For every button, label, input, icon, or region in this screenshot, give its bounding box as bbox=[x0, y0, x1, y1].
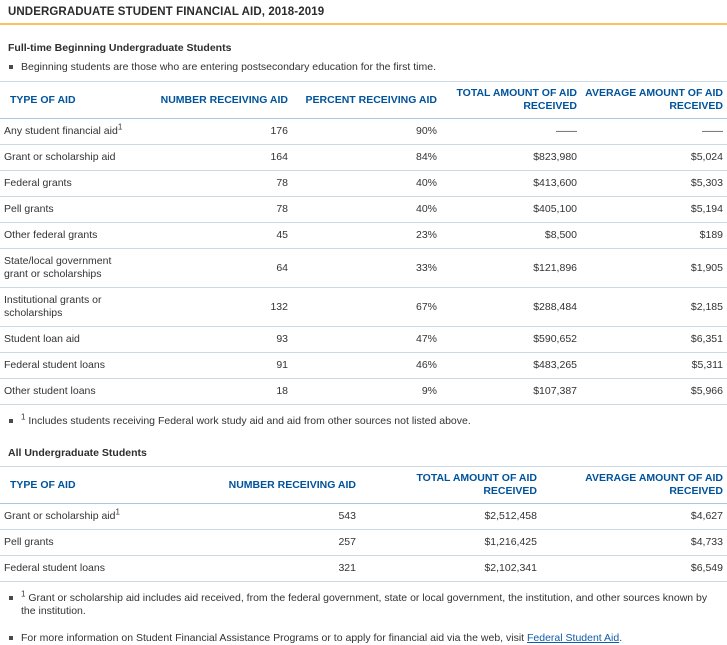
value-cell: $5,303 bbox=[581, 171, 727, 197]
beginning-students-aid-table bbox=[0, 81, 727, 405]
value-cell: 132 bbox=[140, 288, 292, 327]
type-of-aid-cell: Grant or scholarship aid$^1$ bbox=[0, 504, 210, 530]
value-cell: —— bbox=[441, 119, 581, 145]
type-of-aid-cell: Pell grants bbox=[0, 530, 210, 556]
value-cell: 40% bbox=[292, 197, 441, 223]
type-of-aid-cell: Grant or scholarship aid bbox=[0, 145, 140, 171]
value-cell: 67% bbox=[292, 288, 441, 327]
col-header-average-amount: AVERAGE AMOUNT OF AID RECEIVED bbox=[541, 467, 727, 504]
value-cell: $8,500 bbox=[441, 223, 581, 249]
type-of-aid-cell: Institutional grants or scholarships bbox=[0, 288, 140, 327]
value-cell: 91 bbox=[140, 353, 292, 379]
square-bullet-icon bbox=[9, 419, 13, 423]
type-of-aid-cell: State/local government grant or scholarships bbox=[0, 249, 140, 288]
value-cell: $2,512,458 bbox=[360, 504, 541, 530]
section-all-undergraduates bbox=[0, 447, 727, 618]
table-row bbox=[0, 530, 727, 556]
value-cell: $5,194 bbox=[581, 197, 727, 223]
square-bullet-icon bbox=[9, 636, 13, 640]
value-cell: $4,627 bbox=[541, 504, 727, 530]
table-row bbox=[0, 197, 727, 223]
value-cell: 164 bbox=[140, 145, 292, 171]
table-row bbox=[0, 379, 727, 405]
value-cell: $413,600 bbox=[441, 171, 581, 197]
value-cell: $5,311 bbox=[581, 353, 727, 379]
value-cell: 93 bbox=[140, 327, 292, 353]
value-cell: 78 bbox=[140, 171, 292, 197]
value-cell: 9% bbox=[292, 379, 441, 405]
table-row bbox=[0, 353, 727, 379]
section-beginning-students bbox=[0, 42, 727, 428]
value-cell: $590,652 bbox=[441, 327, 581, 353]
value-cell: $483,265 bbox=[441, 353, 581, 379]
value-cell: 84% bbox=[292, 145, 441, 171]
value-cell: $405,100 bbox=[441, 197, 581, 223]
col-header-number-receiving-aid: NUMBER RECEIVING AID bbox=[140, 82, 292, 119]
section-heading-all: All Undergraduate Students bbox=[8, 447, 147, 459]
value-cell: —— bbox=[581, 119, 727, 145]
value-cell: 257 bbox=[210, 530, 360, 556]
value-cell: $107,387 bbox=[441, 379, 581, 405]
col-header-number-receiving-aid: NUMBER RECEIVING AID bbox=[210, 467, 360, 504]
table-row bbox=[0, 556, 727, 582]
all-undergraduates-aid-table bbox=[0, 466, 727, 582]
value-cell: 78 bbox=[140, 197, 292, 223]
footnote-marker: 1 bbox=[21, 589, 26, 599]
table-row bbox=[0, 288, 727, 327]
footnote-text: $^1$ Includes students receiving Federal work study aid and aid from other sources not listed above. bbox=[21, 412, 471, 427]
value-cell: $1,905 bbox=[581, 249, 727, 288]
table-row bbox=[0, 327, 727, 353]
col-header-average-amount: AVERAGE AMOUNT OF AID RECEIVED bbox=[581, 82, 727, 119]
footnote-text: $^1$ Grant or scholarship aid includes aid received, from the federal government, state or local government, the institution, and other sources known by the institution. bbox=[21, 589, 708, 617]
value-cell: $6,549 bbox=[541, 556, 727, 582]
type-of-aid-cell: Other student loans bbox=[0, 379, 140, 405]
value-cell: 33% bbox=[292, 249, 441, 288]
value-cell: $1,216,425 bbox=[360, 530, 541, 556]
type-of-aid-cell: Federal grants bbox=[0, 171, 140, 197]
value-cell: $2,185 bbox=[581, 288, 727, 327]
value-cell: $2,102,341 bbox=[360, 556, 541, 582]
value-cell: 47% bbox=[292, 327, 441, 353]
col-header-total-amount: TOTAL AMOUNT OF AID RECEIVED bbox=[441, 82, 581, 119]
type-of-aid-cell: Federal student loans bbox=[0, 353, 140, 379]
footnote-all bbox=[0, 589, 709, 618]
square-bullet-icon bbox=[9, 65, 13, 69]
table-header-row bbox=[0, 82, 727, 119]
value-cell: 64 bbox=[140, 249, 292, 288]
value-cell: $5,966 bbox=[581, 379, 727, 405]
value-cell: 176 bbox=[140, 119, 292, 145]
square-bullet-icon bbox=[9, 596, 13, 600]
footnote-beginning bbox=[0, 412, 709, 428]
table-row bbox=[0, 145, 727, 171]
value-cell: 40% bbox=[292, 171, 441, 197]
col-header-percent-receiving-aid: PERCENT RECEIVING AID bbox=[292, 82, 441, 119]
value-cell: 90% bbox=[292, 119, 441, 145]
table-row bbox=[0, 171, 727, 197]
value-cell: $189 bbox=[581, 223, 727, 249]
value-cell: 543 bbox=[210, 504, 360, 530]
value-cell: $4,733 bbox=[541, 530, 727, 556]
type-of-aid-cell: Any student financial aid$^1$ bbox=[0, 119, 140, 145]
type-of-aid-cell: Student loan aid bbox=[0, 327, 140, 353]
value-cell: $6,351 bbox=[581, 327, 727, 353]
value-cell: 23% bbox=[292, 223, 441, 249]
footnote-marker: 1 bbox=[21, 412, 26, 422]
value-cell: $121,896 bbox=[441, 249, 581, 288]
table-row bbox=[0, 249, 727, 288]
col-header-type-of-aid: TYPE OF AID bbox=[0, 467, 210, 504]
value-cell: $288,484 bbox=[441, 288, 581, 327]
section-heading-beginning: Full-time Beginning Undergraduate Students bbox=[8, 42, 232, 54]
table-header-row bbox=[0, 467, 727, 504]
table-row bbox=[0, 504, 727, 530]
table-row bbox=[0, 119, 727, 145]
more-info-note bbox=[0, 632, 709, 645]
value-cell: $5,024 bbox=[581, 145, 727, 171]
col-header-type-of-aid: TYPE OF AID bbox=[0, 82, 140, 119]
more-info-text: For more information on Student Financial Assistance Programs or to apply for financial aid via the web, visit Federal Student Aid. bbox=[21, 632, 623, 644]
value-cell: 45 bbox=[140, 223, 292, 249]
col-header-total-amount: TOTAL AMOUNT OF AID RECEIVED bbox=[360, 467, 541, 504]
note-text: Beginning students are those who are entering postsecondary education for the first time. bbox=[21, 61, 436, 73]
value-cell: $823,980 bbox=[441, 145, 581, 171]
value-cell: 321 bbox=[210, 556, 360, 582]
note-beginning-students bbox=[0, 61, 727, 74]
type-of-aid-cell: Pell grants bbox=[0, 197, 140, 223]
table-row bbox=[0, 223, 727, 249]
type-of-aid-cell: Federal student loans bbox=[0, 556, 210, 582]
value-cell: 18 bbox=[140, 379, 292, 405]
type-of-aid-cell: Other federal grants bbox=[0, 223, 140, 249]
page-title: UNDERGRADUATE STUDENT FINANCIAL AID, 2018-2019 bbox=[0, 3, 727, 25]
value-cell: 46% bbox=[292, 353, 441, 379]
federal-student-aid-link[interactable]: Federal Student Aid bbox=[527, 632, 620, 644]
